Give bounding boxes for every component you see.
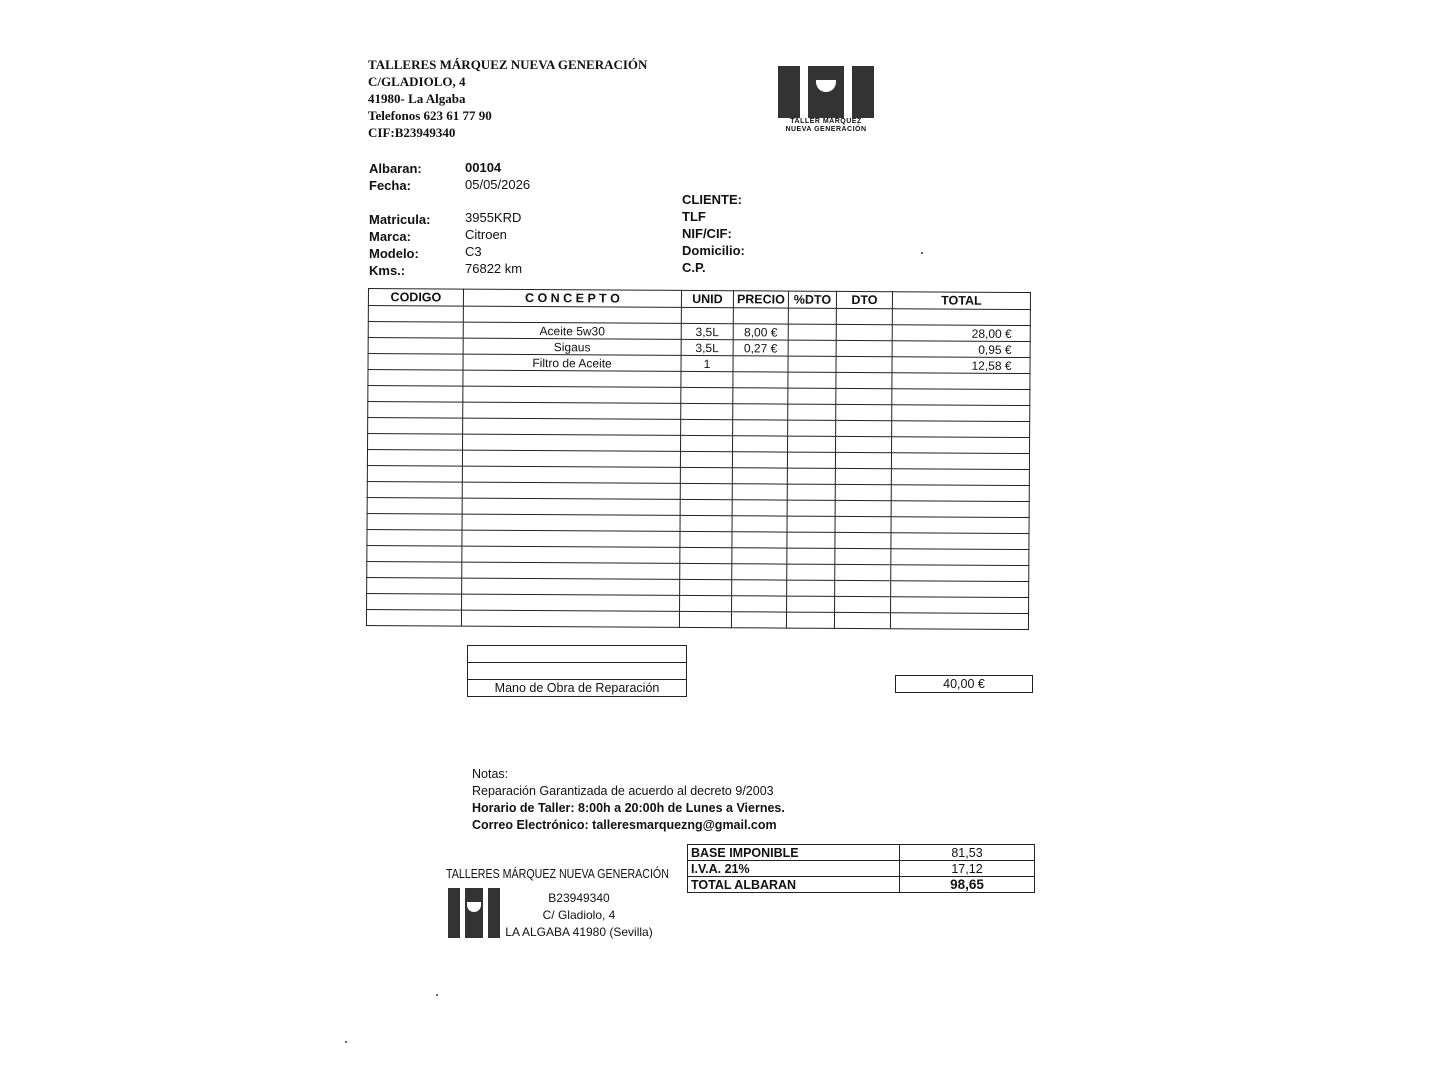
cell-total — [892, 309, 1030, 326]
company-stamp — [446, 866, 669, 939]
cell-concepto — [463, 370, 681, 387]
base-label: BASE IMPONIBLE — [688, 845, 900, 861]
cell-unid — [681, 387, 733, 403]
cell-total — [891, 453, 1029, 470]
cell-pct-dto — [788, 404, 836, 420]
cell-concepto — [462, 450, 680, 467]
albaran-label: Albaran: — [369, 161, 422, 176]
modelo-label: Modelo: — [369, 246, 419, 261]
cell-unid — [680, 531, 732, 547]
cell-pct-dto — [787, 452, 835, 468]
cell-pct-dto — [788, 308, 836, 324]
cell-pct-dto — [788, 340, 836, 356]
base-row — [688, 845, 1035, 861]
cell-pct-dto — [787, 580, 835, 596]
notes-warranty: Reparación Garantizada de acuerdo al decreto 9/2003 — [472, 784, 774, 798]
cell-codigo — [367, 577, 462, 594]
cell-total — [890, 613, 1028, 630]
cell-precio: 8,00 € — [733, 324, 788, 340]
cell-codigo — [368, 354, 463, 371]
cell-dto — [835, 516, 891, 532]
albaran-value: 00104 — [465, 160, 502, 175]
cell-total — [891, 597, 1029, 614]
company-phone: Telefonos 623 61 77 90 — [368, 108, 492, 123]
cell-concepto — [462, 530, 680, 547]
cell-unid — [681, 403, 733, 419]
matricula-value: 3955KRD — [465, 210, 522, 225]
kms-value: 76822 km — [465, 261, 523, 276]
cell-pct-dto — [787, 548, 835, 564]
cell-dto — [836, 308, 892, 324]
cell-unid: 1 — [681, 355, 733, 371]
cell-total: 28,00 € — [892, 325, 1030, 342]
total-label: TOTAL ALBARAN — [688, 877, 900, 893]
cell-codigo — [366, 609, 461, 626]
cell-pct-dto — [788, 372, 836, 388]
cell-codigo — [367, 593, 462, 610]
stamp-cif: B23949340 — [548, 891, 610, 905]
cell-unid — [680, 467, 732, 483]
cell-total — [892, 389, 1030, 406]
stamp-address: C/ Gladiolo, 4 — [542, 908, 616, 922]
cell-unid — [681, 435, 733, 451]
stamp-city: LA ALGABA 41980 (Sevilla) — [505, 925, 653, 939]
cell-pct-dto — [787, 500, 835, 516]
cell-pct-dto — [787, 484, 835, 500]
notes-title: Notas: — [472, 767, 509, 781]
cell-codigo — [367, 465, 462, 482]
cell-pct-dto — [786, 612, 834, 628]
cell-codigo — [367, 513, 462, 530]
company-city: 41980- La Algaba — [368, 91, 466, 106]
items-table — [366, 288, 1031, 630]
cell-precio — [732, 516, 787, 532]
cell-pct-dto — [787, 532, 835, 548]
domicilio-label: Domicilio: — [682, 243, 745, 258]
cell-concepto — [461, 610, 679, 627]
cell-concepto — [462, 562, 680, 579]
iva-label: I.V.A. 21% — [688, 861, 900, 877]
cell-concepto: Filtro de Aceite — [463, 354, 681, 371]
kms-label: Kms.: — [369, 263, 406, 278]
logo-caption-1: TALLER MÁRQUEZ — [790, 118, 862, 125]
cell-total — [891, 485, 1029, 502]
cell-precio — [733, 388, 788, 404]
cell-dto — [835, 452, 891, 468]
cell-unid — [681, 307, 733, 323]
total-row — [688, 877, 1035, 893]
cell-concepto: Aceite 5w30 — [463, 322, 681, 339]
cell-concepto — [462, 482, 680, 499]
company-address: C/GLADIOLO, 4 — [368, 74, 466, 89]
company-logo — [772, 66, 880, 134]
cell-concepto — [462, 594, 680, 611]
notes-hours: Horario de Taller: 8:00h a 20:00h de Lunes a Viernes. — [472, 801, 785, 815]
cell-precio — [733, 420, 788, 436]
cell-concepto — [463, 418, 681, 435]
cell-concepto — [462, 546, 680, 563]
header-dto: DTO — [836, 291, 892, 308]
cell-pct-dto — [787, 468, 835, 484]
header-total: TOTAL — [892, 292, 1030, 310]
header-pct-dto: %DTO — [788, 291, 836, 308]
cell-precio — [732, 580, 787, 596]
cell-unid: 3,5L — [681, 323, 733, 339]
cell-concepto — [462, 466, 680, 483]
cell-precio — [732, 468, 787, 484]
cell-unid — [680, 579, 732, 595]
cell-pct-dto — [788, 420, 836, 436]
cell-dto — [835, 532, 891, 548]
cell-concepto — [463, 386, 681, 403]
cell-codigo — [367, 450, 462, 467]
cell-precio — [733, 372, 788, 388]
total-value: 98,65 — [900, 877, 1035, 893]
cell-unid — [680, 547, 732, 563]
cell-unid — [681, 371, 733, 387]
cell-precio — [732, 500, 787, 516]
cell-dto — [835, 564, 891, 580]
logo-caption-2: NUEVA GENERACIÓN — [785, 126, 867, 133]
fecha-value: 05/05/2026 — [465, 177, 531, 192]
header-concepto: C O N C E P T O — [463, 289, 681, 307]
cell-codigo — [367, 481, 462, 498]
totals-table — [687, 844, 1035, 893]
cell-dto — [835, 548, 891, 564]
nif-label: NIF/CIF: — [682, 226, 732, 241]
cell-precio — [732, 564, 787, 580]
cell-total — [892, 373, 1030, 390]
cell-precio — [732, 532, 787, 548]
labour-box — [467, 645, 687, 697]
cell-unid — [680, 483, 732, 499]
cell-codigo — [368, 306, 463, 323]
cell-precio — [732, 596, 787, 612]
cell-unid — [679, 611, 731, 627]
cell-dto — [835, 500, 891, 516]
marca-label: Marca: — [369, 229, 411, 244]
stamp-title: TALLERES MÁRQUEZ NUEVA GENERACIÓN — [446, 866, 669, 881]
tlf-label: TLF — [682, 209, 706, 224]
cell-precio — [733, 436, 788, 452]
scan-speck — [345, 1041, 347, 1043]
cell-dto — [835, 468, 891, 484]
cell-precio — [733, 356, 788, 372]
header-unid: UNID — [681, 290, 733, 307]
cell-total — [892, 437, 1030, 454]
cell-codigo — [368, 370, 463, 387]
cell-dto — [835, 484, 891, 500]
company-cif: CIF:B23949340 — [368, 125, 456, 140]
cell-total: 0,95 € — [892, 341, 1030, 358]
cell-dto — [836, 420, 892, 436]
cell-codigo — [368, 418, 463, 435]
cell-codigo — [367, 545, 462, 562]
cell-unid: 3,5L — [681, 339, 733, 355]
cell-unid — [680, 595, 732, 611]
cell-concepto — [462, 578, 680, 595]
cell-unid — [680, 563, 732, 579]
iva-row — [688, 861, 1035, 877]
cell-concepto — [463, 434, 681, 451]
cell-total — [891, 581, 1029, 598]
cell-dto — [836, 356, 892, 372]
cell-dto — [836, 340, 892, 356]
header-codigo: CODIGO — [368, 289, 463, 307]
cell-pct-dto — [788, 436, 836, 452]
scan-speck — [436, 994, 438, 996]
cell-total — [892, 421, 1030, 438]
cell-pct-dto — [788, 324, 836, 340]
cell-concepto: Sigaus — [463, 338, 681, 355]
cell-concepto — [463, 306, 681, 323]
cell-total — [892, 405, 1030, 422]
table-row — [366, 609, 1028, 629]
modelo-value: C3 — [465, 244, 482, 259]
cell-total — [891, 565, 1029, 582]
cliente-label: CLIENTE: — [682, 192, 742, 207]
cell-codigo — [368, 386, 463, 403]
cell-pct-dto — [787, 516, 835, 532]
cell-unid — [680, 499, 732, 515]
cell-dto — [835, 580, 891, 596]
cell-total — [891, 549, 1029, 566]
cp-label: C.P. — [682, 260, 706, 275]
cell-codigo — [367, 497, 462, 514]
cell-unid — [681, 419, 733, 435]
cell-precio — [732, 484, 787, 500]
cell-concepto — [462, 498, 680, 515]
cell-codigo — [368, 434, 463, 451]
labour-label: Mano de Obra de Reparación — [494, 681, 660, 695]
cell-precio — [733, 308, 788, 324]
cell-codigo — [367, 561, 462, 578]
cell-total — [891, 533, 1029, 550]
cell-precio — [732, 548, 787, 564]
cell-concepto — [463, 402, 681, 419]
cell-concepto — [462, 514, 680, 531]
cell-total — [891, 501, 1029, 518]
cell-unid — [680, 451, 732, 467]
iva-value: 17,12 — [900, 861, 1035, 877]
cell-codigo — [368, 402, 463, 419]
cell-dto — [834, 612, 890, 628]
cell-total — [891, 469, 1029, 486]
cell-unid — [680, 515, 732, 531]
cell-total — [891, 517, 1029, 534]
cell-pct-dto — [787, 596, 835, 612]
cell-dto — [835, 596, 891, 612]
cell-codigo — [368, 338, 463, 355]
base-value: 81,53 — [900, 845, 1035, 861]
scan-speck — [921, 252, 923, 254]
cell-precio — [732, 452, 787, 468]
cell-dto — [836, 436, 892, 452]
cell-codigo — [368, 322, 463, 339]
cell-precio: 0,27 € — [733, 340, 788, 356]
cell-dto — [836, 372, 892, 388]
cell-precio — [733, 404, 788, 420]
cell-precio — [731, 612, 786, 628]
company-header — [368, 56, 647, 141]
labour-total: 40,00 € — [895, 675, 1033, 693]
cell-dto — [836, 404, 892, 420]
stamp-logo-icon — [448, 888, 500, 938]
cell-pct-dto — [787, 564, 835, 580]
cell-pct-dto — [788, 356, 836, 372]
cell-total: 12,58 € — [892, 357, 1030, 374]
header-precio: PRECIO — [733, 291, 788, 308]
logo-mark-icon — [778, 66, 874, 118]
cell-codigo — [367, 529, 462, 546]
cell-dto — [836, 388, 892, 404]
fecha-label: Fecha: — [369, 178, 411, 193]
matricula-label: Matricula: — [369, 212, 431, 227]
cell-dto — [836, 324, 892, 340]
notes-email: Correo Electrónico: talleresmarquezng@gmail.com — [472, 818, 777, 832]
notes-block — [472, 766, 785, 834]
cell-pct-dto — [788, 388, 836, 404]
company-name: TALLERES MÁRQUEZ NUEVA GENERACIÓN — [368, 57, 648, 72]
marca-value: Citroen — [465, 227, 507, 242]
